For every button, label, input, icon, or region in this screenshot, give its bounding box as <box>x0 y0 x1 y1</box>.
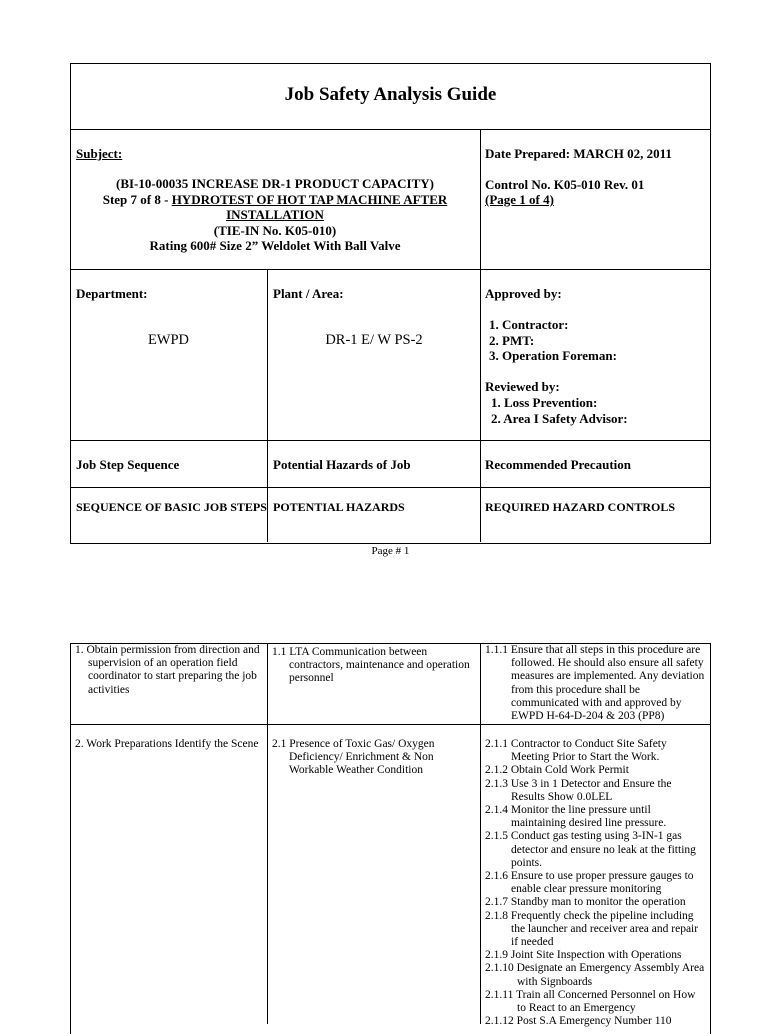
precaution-item: 2.1.1 Contractor to Conduct Site Safety Meeting Prior to Start the Work. <box>485 738 667 764</box>
precaution-item: 2.1.6 Ensure to use proper pressure gauges to enable clear pressure monitoring <box>485 870 694 896</box>
subject-line: (BI-10-00035 INCREASE DR-1 PRODUCT CAPACITY) <box>115 176 435 191</box>
col-heading-hazards: Potential Hazards of Job <box>273 457 411 472</box>
precaution-item: 2.1.7 Standby man to monitor the operation <box>485 896 686 909</box>
table-row-1-hazard <box>272 646 476 686</box>
date-prepared: Date Prepared: MARCH 02, 2011 <box>485 146 672 161</box>
precaution-item: 1.1.1 Ensure that all steps in this procedure are followed. He should also ensure all safety measures are implemented. Any deviation from this procedure shall be communicated with and approved by EWPD H-64-D-204 & 203 (PP8) <box>485 644 705 723</box>
page-number: Page # 1 <box>371 545 410 557</box>
subject-line: (TIE-IN No. K05-010) <box>213 222 337 238</box>
divider <box>480 129 481 542</box>
subject-line <box>72 192 478 208</box>
approver: 1. Contractor: <box>489 317 569 332</box>
department-label: Department: <box>76 286 148 301</box>
table-row-2-hazard <box>272 738 476 778</box>
subject-step: Step 7 of 8 - <box>102 191 172 207</box>
table-row-2-precautions <box>485 738 707 1028</box>
hazard-text: 1.1 LTA Communication between contractors, maintenance and operation personnel <box>272 646 470 685</box>
control-number: Control No. K05-010 Rev. 01 <box>485 177 645 192</box>
subject-label: Subject: <box>76 146 123 161</box>
precaution-item: 2.1.11 Train all Concerned Personnel on How to React to an Emergency <box>485 988 696 1015</box>
plant-label: Plant / Area: <box>273 286 344 301</box>
col-sub-hazards: POTENTIAL HAZARDS <box>273 500 405 514</box>
department-value: EWPD <box>147 332 190 348</box>
precaution-item: 2.1.9 Joint Site Inspection with Operations <box>485 949 682 962</box>
approver: 3. Operation Foreman: <box>489 348 617 363</box>
precaution-item: 2.1.5 Conduct gas testing using 3-IN-1 gas detector and ensure no leak at the fitting points. <box>485 830 696 869</box>
precaution-item: 2.1.3 Use 3 in 1 Detector and Ensure the Results Show 0.0LEL <box>485 777 672 803</box>
col-sub-precautions: REQUIRED HAZARD CONTROLS <box>485 500 676 514</box>
hazard-text: 2.1 Presence of Toxic Gas/ Oxygen Deficiency/ Enrichment & Non Workable Weather Condition <box>272 738 435 777</box>
divider <box>70 440 710 441</box>
step-text: 2. Work Preparations Identify the Scene <box>75 738 259 750</box>
precaution-item: 2.1.12 Post S.A Emergency Number 110 <box>485 1015 672 1028</box>
reviewed-list <box>491 395 628 426</box>
divider <box>70 129 710 130</box>
page-of: (Page 1 of 4) <box>485 192 554 207</box>
subject-title: HYDROTEST OF HOT TAP MACHINE AFTER <box>171 191 448 207</box>
divider <box>70 487 710 488</box>
approver: 2. PMT: <box>489 332 535 348</box>
reviewed-label: Reviewed by: <box>485 379 560 394</box>
approved-list <box>489 317 617 364</box>
divider <box>70 269 710 270</box>
col-heading-precautions: Recommended Precaution <box>485 457 631 472</box>
row-divider <box>70 724 710 725</box>
divider <box>267 269 268 542</box>
document-title: Job Safety Analysis Guide <box>284 84 497 105</box>
precaution-item: 2.1.10 Designate an Emergency Assembly Area with Signboards <box>485 962 705 988</box>
approved-label: Approved by: <box>485 286 562 301</box>
precaution-item: 2.1.2 Obtain Cold Work Permit <box>485 764 629 777</box>
plant-value: DR-1 E/ W PS-2 <box>325 332 423 348</box>
col-heading-steps: Job Step Sequence <box>76 457 180 472</box>
precaution-item: 2.1.4 Monitor the line pressure until maintaining desired line pressure. <box>485 804 667 830</box>
divider <box>267 643 268 1024</box>
reviewer: 2. Area I Safety Advisor: <box>491 410 628 426</box>
table-row-2-step <box>75 738 263 751</box>
divider <box>480 643 481 1024</box>
subject-line: Rating 600# Size 2” Weldolet With Ball Valve <box>149 238 401 253</box>
step-text: 1. Obtain permission from direction and supervision of an operation field coordinator to start preparing the job activities <box>75 644 260 696</box>
table-row-1-step <box>75 644 263 697</box>
reviewer: 1. Loss Prevention: <box>491 395 598 410</box>
precaution-item: 2.1.8 Frequently check the pipeline including the launcher and receiver area and repair if needed <box>485 909 699 949</box>
table-row-1-precautions <box>485 644 707 723</box>
col-sub-steps: SEQUENCE OF BASIC JOB STEPS <box>76 500 267 514</box>
subject-line: INSTALLATION <box>226 207 324 222</box>
subject-block <box>72 176 478 254</box>
